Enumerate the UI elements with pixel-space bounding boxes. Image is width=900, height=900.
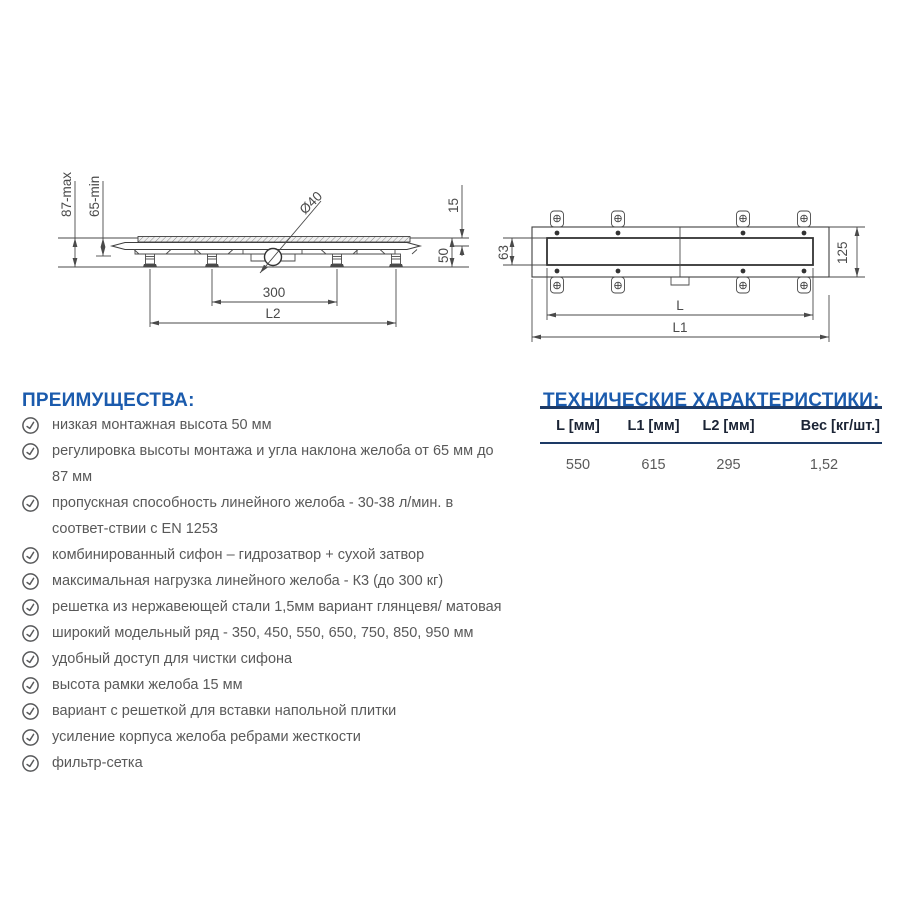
dim-label-63: 63 bbox=[496, 244, 511, 260]
foot bbox=[380, 250, 417, 268]
dim-label-65-min: 65-min bbox=[87, 175, 102, 217]
top-view-drawing bbox=[495, 180, 885, 350]
list-item bbox=[22, 412, 508, 438]
value-l: 550 bbox=[565, 457, 591, 473]
dim-15 bbox=[446, 185, 469, 256]
dim-label-50: 50 bbox=[436, 247, 451, 263]
specs-title: ТЕХНИЧЕСКИЕ ХАРАКТЕРИСТИКИ: bbox=[543, 389, 880, 411]
check-circle-icon bbox=[22, 755, 39, 772]
list-item bbox=[22, 724, 508, 750]
list-item-text: фильтр-сетка bbox=[52, 755, 143, 771]
dim-label-L1: L1 bbox=[672, 320, 688, 335]
list-item bbox=[22, 542, 508, 568]
list-item-text: вариант с решеткой для вставки напольной плитки bbox=[52, 703, 397, 719]
dim-label-diameter: Ø40 bbox=[296, 188, 326, 218]
list-item-text: регулировка высоты монтажа и угла наклона желоба от 65 мм до 87 мм bbox=[52, 443, 494, 485]
list-item-text: высота рамки желоба 15 мм bbox=[52, 677, 243, 693]
dim-50 bbox=[436, 238, 452, 267]
dim-label-125: 125 bbox=[835, 241, 850, 264]
list-item bbox=[22, 672, 508, 698]
grate-strip bbox=[138, 237, 410, 243]
list-item bbox=[22, 750, 508, 776]
column-header-l2: L2 [мм] bbox=[702, 418, 755, 434]
list-item bbox=[22, 438, 508, 490]
check-circle-icon bbox=[22, 573, 39, 590]
specs-table bbox=[540, 406, 882, 479]
check-circle-icon bbox=[22, 651, 39, 668]
tab bbox=[737, 211, 750, 235]
column-header-weight: Вес [кг/шт.] bbox=[800, 418, 880, 434]
check-circle-icon bbox=[22, 599, 39, 616]
side-view-drawing bbox=[55, 155, 475, 345]
list-item bbox=[22, 620, 508, 646]
list-item-text: широкий модельный ряд - 350, 450, 550, 650, 750, 850, 950 мм bbox=[52, 625, 474, 641]
list-item-text: максимальная нагрузка линейного желоба - К3 (до 300 кг) bbox=[52, 573, 444, 589]
advantages-list bbox=[22, 412, 508, 776]
list-item-text: комбинированный сифон – гидрозатвор + сухой затвор bbox=[52, 547, 425, 563]
foot bbox=[196, 250, 233, 268]
tab bbox=[798, 269, 811, 293]
foot bbox=[134, 250, 171, 268]
list-item bbox=[22, 594, 508, 620]
column-header-l: L [мм] bbox=[556, 418, 600, 434]
tab bbox=[612, 269, 625, 293]
tab bbox=[551, 269, 564, 293]
dim-label-87-max: 87-max bbox=[59, 171, 74, 217]
dim-label-15: 15 bbox=[446, 197, 461, 213]
list-item bbox=[22, 698, 508, 724]
value-weight: 1,52 bbox=[809, 457, 839, 473]
table-header-row bbox=[540, 408, 882, 444]
check-circle-icon bbox=[22, 495, 39, 512]
check-circle-icon bbox=[22, 677, 39, 694]
dim-63 bbox=[496, 238, 547, 265]
check-circle-icon bbox=[22, 625, 39, 642]
dim-65-min bbox=[87, 176, 111, 256]
dim-87-max bbox=[59, 172, 75, 267]
dim-125 bbox=[829, 227, 865, 277]
value-l2: 295 bbox=[716, 457, 741, 473]
check-circle-icon bbox=[22, 417, 39, 434]
mounting-tabs bbox=[551, 211, 811, 293]
list-item bbox=[22, 646, 508, 672]
dim-label-300: 300 bbox=[262, 285, 286, 300]
check-circle-icon bbox=[22, 443, 39, 460]
check-circle-icon bbox=[22, 547, 39, 564]
list-item-text: низкая монтажная высота 50 мм bbox=[52, 417, 272, 433]
outlet-notch bbox=[671, 277, 689, 285]
list-item-text: удобный доступ для чистки сифона bbox=[52, 651, 293, 667]
column-header-l1: L1 [мм] bbox=[627, 418, 680, 434]
value-l1: 615 bbox=[641, 457, 666, 473]
tab bbox=[737, 269, 750, 293]
tab bbox=[798, 211, 811, 235]
list-item-text: усиление корпуса желоба ребрами жесткости bbox=[52, 729, 361, 745]
foot bbox=[321, 250, 358, 268]
list-item-text: решетка из нержавеющей стали 1,5мм вариант глянцевя/ матовая bbox=[52, 599, 502, 615]
check-circle-icon bbox=[22, 729, 39, 746]
dim-300 bbox=[212, 269, 337, 306]
check-circle-icon bbox=[22, 703, 39, 720]
list-item bbox=[22, 568, 508, 594]
tab bbox=[551, 211, 564, 235]
advantages-title: ПРЕИМУЩЕСТВА: bbox=[22, 389, 195, 411]
table-row bbox=[540, 443, 882, 479]
dim-label-L2: L2 bbox=[265, 306, 281, 321]
list-item bbox=[22, 490, 508, 542]
dim-label-L: L bbox=[676, 298, 684, 313]
tab bbox=[612, 211, 625, 235]
list-item-text: пропускная способность линейного желоба - 30-38 л/мин. в соответ-ствии с EN 1253 bbox=[52, 495, 454, 537]
channel-frame bbox=[532, 227, 829, 277]
